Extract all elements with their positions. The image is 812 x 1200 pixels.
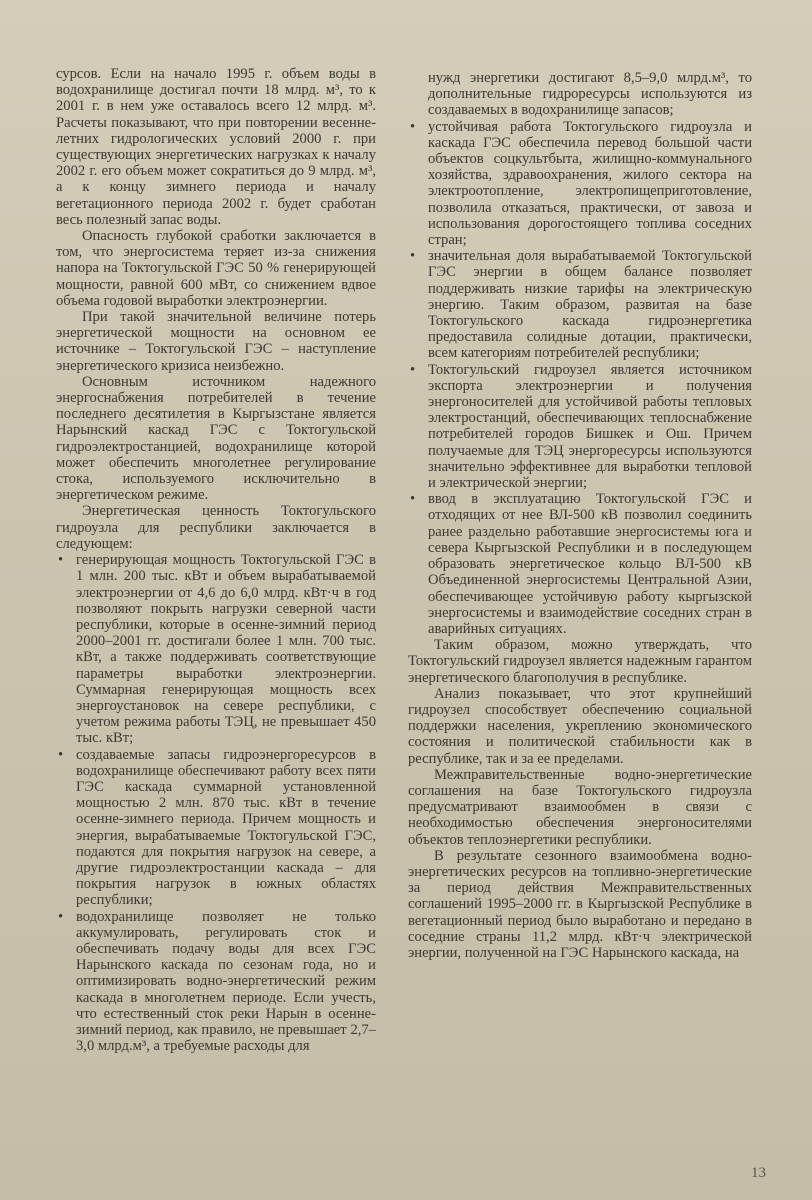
paragraph: В результате сезонного взаимообмена водно-энергетических ресурсов на топливно-энергетические за период действия Межправительственных соглашений 1995–2000 гг. в Кыргызской Республике в вегетационный период было выработано и передано в соседние страны 11,2 млрд. кВт·ч электрической энергии, полученной на ГЭС Нарынского каскада, на — [408, 847, 752, 961]
list-item: • генерирующая мощность Токтогульской ГЭС в 1 млн. 200 тыс. кВт и объем вырабатываемой электроэнергии от 4,6 до 6,0 млрд. кВт·ч в год позволяют покрыть нагрузки северной части республики, которые в осенне-зимний период 2000–2001 гг. достигали более 1 млн. 700 тыс. кВт, а также поддерживать соответствующие параметры выработки электроэнергии. Суммарная генерирующая мощность всех энергоустановок на севере республики, с учетом режима работы ТЭЦ, не превышает 450 тыс. кВт; — [56, 552, 376, 746]
list-item: • значительная доля вырабатываемой Токтогульской ГЭС энергии в общем балансе позволяет поддерживать низкие тарифы на электрическую энергию. Таким образом, развитая на базе Токтогульского каскада гидроэнергетика предоставила солидные дотации, практически, всем категориям потребителей республики; — [408, 248, 752, 361]
paragraph: При такой значительной величине потерь энергетической мощности на основном ее источнике – Токтогульской ГЭС – наступление энергетического кризиса неизбежно. — [56, 309, 376, 374]
paragraph: Таким образом, можно утверждать, что Токтогульский гидроузел является надежным гарантом энергетического благополучия в республике. — [408, 637, 752, 686]
paragraph: Межправительственные водно-энергетические соглашения на базе Токтогульского гидроузла предусматривают взаимообмен в связи с необходимостью обеспечения энергоносителями объектов теплоэнергетики республики. — [408, 766, 752, 848]
bullet-list — [408, 119, 752, 638]
list-item: • устойчивая работа Токтогульского гидроузла и каскада ГЭС обеспечила перевод большой части объектов соцкультбыта, жилищно-коммунального хозяйства, здравоохранения, жилого сектора на электроотопление, электропищеприготовление, позволила отказаться, практически, от завоза и использования дорогостоящего топлива соседних стран; — [408, 119, 752, 249]
list-item: • ввод в эксплуатацию Токтогульской ГЭС и отходящих от нее ВЛ-500 кВ позволил соединить ранее раздельно работавшие энергосистемы юга и севера Кыргызской Республики и в последующем образовать энергетическое кольцо ВЛ-500 кВ Объединенной энергосистемы Центральной Азии, обеспечивающее устойчивую работу кыргызской энергосистемы и взаимодействие соседних стран в аварийных ситуациях. — [408, 491, 752, 637]
paragraph: сурсов. Если на начало 1995 г. объем воды в водохранилище достигал почти 18 млрд. м³, то к 2001 г. в нем уже оставалось всего 12 млрд. м³. Расчеты показывают, что при повторении весенне-летних гидрологических условий 2000 г. при существующих энергетических нагрузках к началу 2002 г. его объем может сократиться до 9 млрд. м³, а к концу зимнего периода и началу вегетационного периода 2002 г. будет сработан весь полезный запас воды. — [56, 66, 376, 228]
paragraph: Анализ показывает, что этот крупнейший гидроузел способствует обеспечению социальной поддержки населения, укреплению экономического состояния и политической стабильности как в республике, так и за ее пределами. — [408, 685, 752, 767]
paragraph: Энергетическая ценность Токтогульского гидроузла для республики заключается в следующем: — [56, 503, 376, 552]
list-item: • создаваемые запасы гидроэнергоресурсов в водохранилище обеспечивают работу всех пяти ГЭС каскада суммарной установленной мощностью 2 млн. 870 тыс. кВт в течение осенне-зимнего периода. Причем мощность и энергия, вырабатываемые Токтогульской ГЭС, подаются для покрытия нагрузок на севере, а другие гидроэлектростанции каскада – для покрытия нагрузок в южных областях республики; — [56, 747, 376, 909]
paragraph-continuation: нужд энергетики достигают 8,5–9,0 млрд.м³, то дополнительные гидроресурсы используются из создаваемых в водохранилище запасов; — [428, 70, 752, 119]
list-item: • водохранилище позволяет не только аккумулировать, регулировать сток и обеспечивать подачу воды для всех ГЭС Нарынского каскада по сезонам года, но и оптимизировать водно-энергетический режим каскада в многолетнем периоде. Если учесть, что естественный сток реки Нарын в осенне-зимний период, как правило, не превышает 2,7–3,0 млрд.м³, а требуемые расходы для — [56, 909, 376, 1055]
paragraph: Опасность глубокой сработки заключается в том, что энергосистема теряет из-за снижения напора на Токтогульской ГЭС 50 % генерирующей мощности, равной 600 мВт, со снижением вдвое объема годовой выработки электроэнергии. — [56, 228, 376, 309]
list-item: • Токтогульский гидроузел является источником экспорта электроэнергии и получения энергоносителей для устойчивой работы тепловых электростанций, обеспечивающих теплоснабжение потребителей городов Бишкек и Ош. Причем получаемые для ТЭЦ энергоресурсы используются значительно эффективнее для выработки тепловой и электрической энергии; — [408, 362, 752, 492]
left-column — [56, 66, 376, 1054]
right-column — [408, 70, 752, 961]
page-number: 13 — [751, 1165, 766, 1181]
paragraph: Основным источником надежного энергоснабжения потребителей в течение последнего десятилетия в Кыргызстане является Нарынский каскад ГЭС с Токтогульской гидроэлектростанцией, водохранилище которой может обеспечить многолетнее регулирование стока, используемого исключительно в энергетическом режиме. — [56, 373, 376, 504]
bullet-list — [56, 552, 376, 1054]
